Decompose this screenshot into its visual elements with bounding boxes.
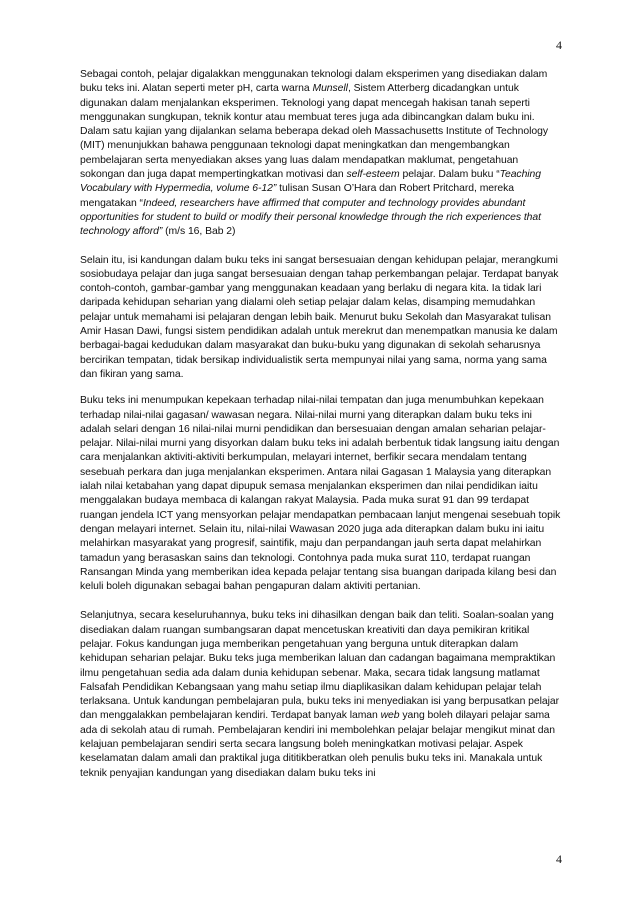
text-segment: tulisan Susan O’Hara dan Robert Pritchard, mereka mengatakan “ [80,183,515,209]
paragraph-values [80,394,562,594]
text-segment-italic: Munsell [312,83,348,95]
text-segment-italic: Teaching Vocabulary with Hypermedia, volume 6-12” [80,169,542,195]
text-segment: , Sistem Atterberg dicadangkan untuk digunakan dalam menjalankan eksperimen. Teknologi yang dapat mencegah hakisan tanah seperti menggunakan sungkupan, teknik kontur atau membuat teres juga ada dibincangkan dalam buku ini. Dalam satu kajian yang dijalankan selama beberapa dekad oleh Massachusetts Institute of Technology (MIT) menunjukkan bahawa penggunaan teknologi dapat meningkatkan dan mengembangkan pembelajaran serta menyediakan akses yang luas dalam mendapatkan maklumat, pengetahuan sokongan dan juga dapat mempertingkatkan motivasi dan [80,83,548,181]
page-number-top: 4 [556,38,562,52]
text-segment: Sebagai contoh, pelajar digalakkan menggunakan teknologi dalam eksperimen yang disediakan dalam buku teks ini. Alatan seperti meter pH, carta warna [80,69,548,95]
document-body [80,68,562,781]
text-segment-italic: Indeed, researchers have affirmed that computer and technology provides abundant opportunities for student to build or modify their personal knowledge through the rich experiences that technology afford” [80,197,541,238]
text-segment: yang boleh dilayari pelajar sama ada di sekolah atau di rumah. Pembelajaran kendiri ini membolehkan pelajar belajar mengikut minat dan kelajuan pembelajaran sendiri serta secara langsung boleh meningkatkan motivasi pelajar. Aspek keselamatan dalam amali dan praktikal juga dititikberatkan oleh penulis buku teks ini. Manakala untuk teknik penyajian kandungan yang disediakan dalam buku teks ini [80,710,555,779]
text-segment-italic: self-esteem [346,169,400,181]
text-segment: Selanjutnya, secara keseluruhannya, buku teks ini dihasilkan dengan baik dan teliti. Soalan-soalan yang disediakan dalam ruangan sumbangsaran dapat mencetuskan kreativiti dan daya pemikiran kritikal pelajar. Fokus kandungan juga memberikan pengetahuan yang berguna untuk diterapkan dalam kehidupan seharian pelajar. Buku teks juga memberikan laluan dan cadangan bagaimana mempraktikan ilmu pengetahuan sedia ada dalam dunia kehidupan sebenar. Maka, secara tidak langsung matlamat Falsafah Pendidikan Kebangsaan yang mahu setiap ilmu diaplikasikan dalam kehidupan pelajar telah terlaksana. Untuk kandungan pembelajaran pula, buku teks ini menyediakan isi yang berpusatkan pelajar dan menggalakkan pembelajaran kendiri. Terdapat banyak laman [80,610,559,722]
text-segment: Buku teks ini menumpukan kepekaan terhadap nilai-nilai tempatan dan juga menumbuhkan kepekaan terhadap nilai-nilai gagasan/ wawasan negara. Nilai-nilai murni yang diterapkan dalam buku teks ini adalah selari dengan 16 nilai-nilai murni pendidikan dan bersesuaian dengan amalan seharian pelajar-pelajar. Nilai-nilai murni yang disyorkan dalam buku teks ini adalah berbentuk tidak langsung iaitu dengan cara menjalankan aktiviti-aktiviti berkumpulan, melayari internet, berfikir secara mendalam tentang sesebuah perkara dan juga menjalankan eksperimen. Antara nilai Gagasan 1 Malaysia yang diterapkan ialah nilai ketabahan yang dapat dipupuk semasa menjalankan eksperimen dan nilai pendidikan iaitu menggalakan budaya membaca di kalangan rakyat Malaysia. Pada muka surat 91 dan 99 terdapat ruangan jendela ICT yang mensyorkan pelajar mendapatkan pembacaan lanjut mengenai sesebuah topik dengan melayari internet. Selain itu, nilai-nilai Wawasan 2020 juga ada diterapkan dalam buku ini iaitu melahirkan masyarakat yang progresif, saintifik, maju dan perpandangan jauh serta dapat melahirkan tamadun yang berasaskan sains dan teknologi. Contohnya pada muka surat 110, terdapat ruangan Ransangan Minda yang memberikan idea kepada pelajar tentang sisa buangan daripada kilang besi dan keluli boleh digunakan sebagai bahan pengapuran dalam aktiviti pertanian. [80,395,561,593]
paragraph-content-relevance [80,254,562,383]
text-segment-italic: web [380,710,400,722]
text-segment: pelajar. Dalam buku “ [399,169,500,181]
paragraph-overall [80,609,562,781]
text-segment: (m/s 16, Bab 2) [162,226,236,238]
text-segment: Selain itu, isi kandungan dalam buku teks ini sangat bersesuaian dengan kehidupan pelajar, merangkumi sosiobudaya pelajar dan juga sangat bersesuaian dengan tahap perkembangan pelajar. Terdapat banyak contoh-contoh, gambar-gambar yang menggunakan keadaan yang berlaku di negara kita. Ia tidak lari daripada kehidupan seharian yang dialami oleh setiap pelajar dalam kelas, disamping memudahkan pelajar untuk memahami isi pelajaran dengan lebih baik. Menurut buku Sekolah dan Masyarakat tulisan Amir Hasan Dawi, fungsi sistem pendidikan adalah untuk merekrut dan menempatkan manusia ke dalam berbagai-bagai kedudukan dalam masyarakat dan buku-buku yang digunakan di sekolah seharusnya bercirikan tempatan, tidak bersikap individualistik serta mempunyai nilai yang sama, norma yang sama dan fikiran yang sama. [80,254,559,380]
page-number-bottom: 4 [556,852,562,866]
paragraph-technology [80,68,562,240]
